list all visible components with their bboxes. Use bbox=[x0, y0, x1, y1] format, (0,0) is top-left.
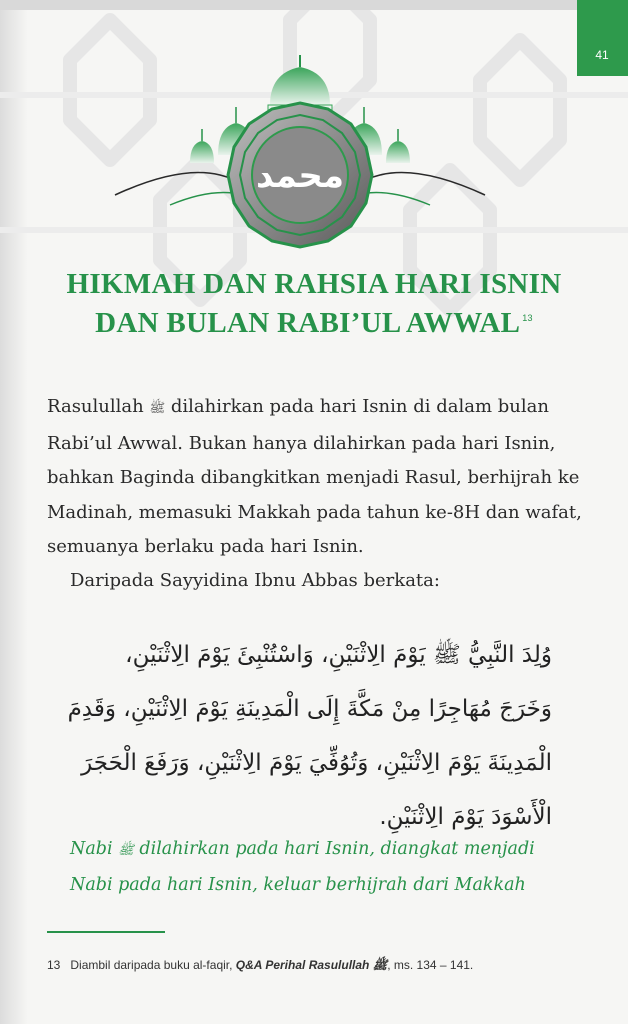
arabic-line-1: وُلِدَ النَّبِيُّ ﷺ يَوْمَ الِاثْنَيْنِ، وَاسْتُنْبِئَ يَوْمَ الِاثْنَيْنِ، bbox=[125, 642, 552, 668]
translation-line-1-end: dilahirkan pada hari Isnin, diangkat menjadi bbox=[133, 839, 535, 859]
narration-intro: Daripada Sayyidina Ibnu Abbas berkata: bbox=[70, 570, 440, 591]
salawat-honorific-icon: ﷺ bbox=[149, 401, 166, 416]
arabic-line-2: وَخَرَجَ مُهَاجِرًا مِنْ مَكَّةَ إِلَى الْمَدِينَةِ يَوْمَ الِاثْنَيْنِ، وَقَدِمَ bbox=[67, 696, 552, 722]
footnote-text-start: Diambil daripada buku al-faqir, bbox=[70, 958, 236, 972]
footnote-number: 13 bbox=[47, 958, 61, 972]
body-line-1-start: Rasulullah bbox=[47, 396, 150, 417]
translation-line-1-start: Nabi bbox=[70, 839, 119, 859]
arabic-line-4: الْأَسْوَدَ يَوْمَ الِاثْنَيْنِ. bbox=[379, 804, 552, 830]
body-line-4: Madinah, memasuki Makkah pada tahun ke-8H dan wafat, bbox=[47, 501, 582, 523]
title-line-1-text: HIKMAH DAN RAHSIA HARI ISNIN bbox=[66, 268, 562, 300]
mosque-calligraphy-emblem bbox=[110, 55, 490, 255]
footnote-divider bbox=[47, 931, 165, 933]
arabic-line-3: الْمَدِينَةَ يَوْمَ الِاثْنَيْنِ، وَتُوُفِّيَ يَوْمَ الِاثْنَيْنِ، وَرَفَعَ الْحَجَرَ bbox=[81, 750, 552, 776]
body-line-1 bbox=[47, 390, 557, 427]
body-line-3: bahkan Baginda dibangkitkan menjadi Rasul, berhijrah ke bbox=[47, 467, 580, 488]
chapter-title-line-2 bbox=[30, 307, 598, 340]
calligraphy-muhammad: محمد bbox=[256, 156, 344, 196]
footnote-text-end: , ms. 134 – 141. bbox=[387, 958, 474, 972]
hadith-translation bbox=[70, 832, 560, 902]
body-line-5: semuanya berlaku pada hari Isnin. bbox=[47, 536, 364, 557]
chapter-title-line-1 bbox=[30, 268, 598, 301]
salawat-honorific-icon: ﷺ bbox=[118, 843, 134, 858]
footnote-book-title: Q&A Perihal Rasulullah ﷺ bbox=[235, 958, 388, 972]
footnote-reference: 13 bbox=[522, 313, 533, 324]
body-line-2: Rabi’ul Awwal. Bukan hanya dilahirkan pada hari Isnin, bbox=[47, 432, 556, 454]
page-number: 41 bbox=[595, 48, 609, 62]
title-line-2-text: DAN BULAN RABI’UL AWWAL bbox=[95, 307, 521, 339]
arabic-hadith bbox=[60, 628, 552, 844]
footnote bbox=[47, 958, 473, 975]
translation-line-1 bbox=[70, 839, 535, 859]
page-number-tab bbox=[577, 0, 628, 76]
body-line-1-end: dilahirkan pada hari Isnin di dalam bulan bbox=[165, 396, 549, 417]
translation-line-2: Nabi pada hari Isnin, keluar berhijrah dari Makkah bbox=[70, 875, 526, 895]
body-paragraph bbox=[47, 390, 582, 565]
